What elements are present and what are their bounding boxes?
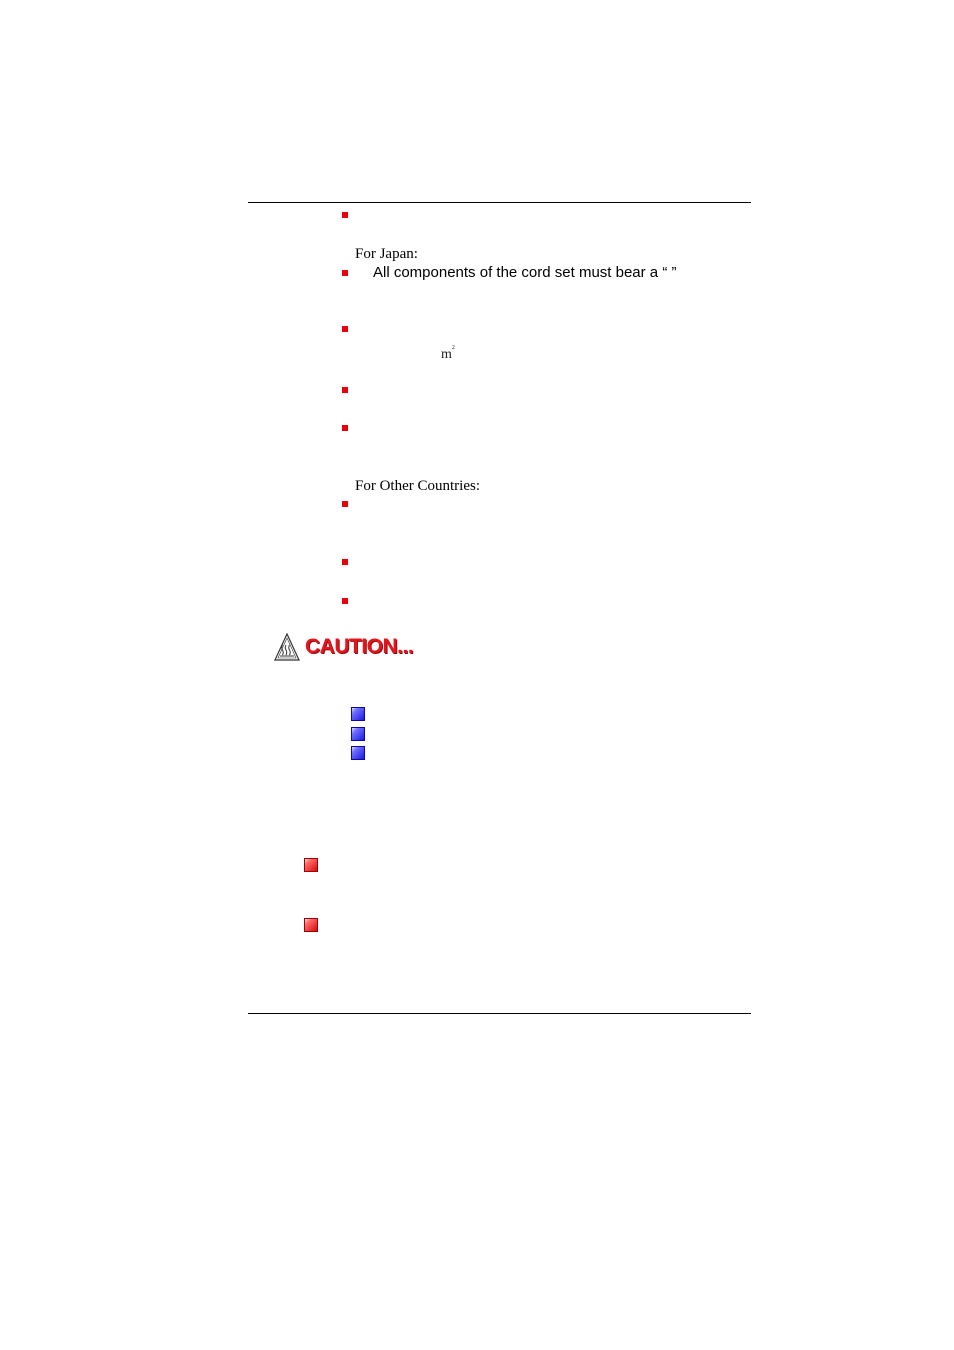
red-square-bullet xyxy=(342,501,348,507)
blue-square-bullet xyxy=(351,746,365,760)
red-square-bullet xyxy=(342,387,348,393)
unit-label xyxy=(441,340,455,363)
red-square-bullet xyxy=(342,212,348,218)
red-square-bullet xyxy=(342,270,348,276)
caution-banner xyxy=(274,632,413,662)
red-square-bullet xyxy=(342,425,348,431)
blue-square-bullet xyxy=(351,727,365,741)
red-square-bullet xyxy=(342,559,348,565)
header-rule xyxy=(248,202,751,203)
japan-cord-line: All components of the cord set must bear a “ ” xyxy=(373,264,677,281)
hot-surface-warning-icon xyxy=(274,633,300,661)
red-gradient-bullet xyxy=(304,858,318,872)
footer-rule xyxy=(248,1013,751,1014)
blue-square-bullet xyxy=(351,707,365,721)
unit-base: m xyxy=(441,347,452,362)
red-square-bullet xyxy=(342,598,348,604)
caution-label: CAUTION... xyxy=(305,635,414,658)
red-gradient-bullet xyxy=(304,918,318,932)
red-square-bullet xyxy=(342,326,348,332)
other-countries-heading: For Other Countries: xyxy=(355,478,480,494)
japan-heading: For Japan: xyxy=(355,246,418,262)
unit-superscript: 2 xyxy=(451,345,455,351)
